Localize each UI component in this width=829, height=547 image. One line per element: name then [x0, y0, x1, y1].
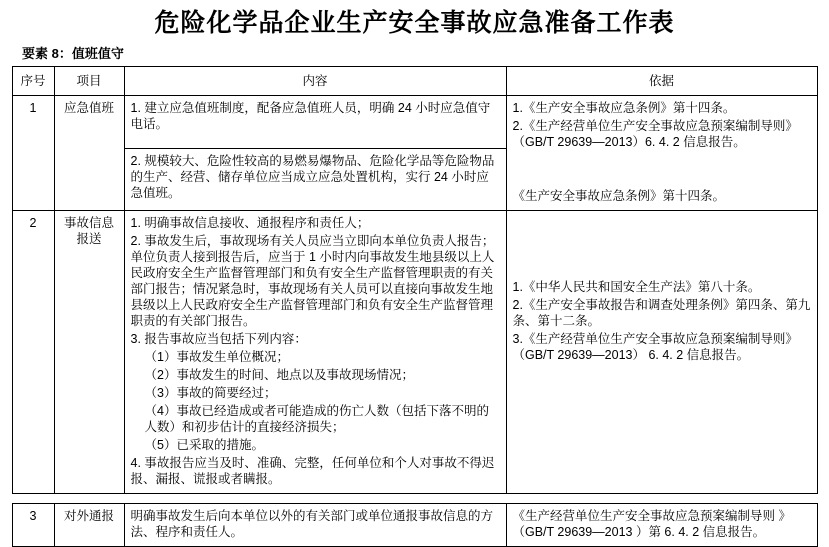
row-item: 对外通报 [54, 504, 124, 547]
table-row [12, 96, 817, 149]
row-number: 3 [12, 504, 54, 547]
row-content [124, 96, 506, 149]
basis-spacer [513, 152, 811, 186]
preparedness-table-continued [12, 503, 818, 547]
column-header-basis: 依据 [506, 67, 817, 96]
basis-line: 《生产经营单位生产安全事故应急预案编制导则 》（GB/T 29639—2013 ）第 6. 4. 2 信息报告。 [512, 509, 791, 539]
column-header-content: 内容 [124, 67, 506, 96]
content-line: 2. 规模较大、危险性较高的易燃易爆物品、危险化学品等危险物品的生产、经营、储存单位应当成立应急处置机构，实行 24 小时应急值班。 [130, 154, 495, 201]
row-content [124, 149, 506, 211]
column-header-item: 项目 [54, 67, 124, 96]
content-line: 1. 建立应急值班制度，配备应急值班人员，明确 24 小时应急值守电话。 [130, 101, 491, 131]
content-line: 4. 事故报告应当及时、准确、完整，任何单位和个人对事故不得迟报、漏报、谎报或者瞒报。 [130, 456, 495, 486]
content-line: 2. 事故发生后，事故现场有关人员应当立即向本单位负责人报告；单位负责人接到报告后，应当于 1 小时内向事故发生地县级以上人民政府安全生产监督管理部门和负有安全生产监督管理职责的有关部门报告；情况紧急时，事故现场有关人员可以直接向事故发生地县级以上人民政府安全生产监督管理部门和负有安全生产监督管理职责的有关部门报告。 [130, 234, 495, 328]
document-page [0, 6, 829, 539]
content-line: （3）事故的简要经过； [144, 386, 277, 400]
basis-line: 2.《生产经营单位生产安全事故应急预案编制导则》（GB/T 29639—2013）6. 4. 2 信息报告。 [512, 119, 798, 149]
row-item: 事故信息报送 [54, 211, 124, 494]
row-basis [506, 211, 817, 494]
table-header-row [12, 67, 817, 96]
row-number: 1 [12, 96, 54, 211]
content-line: （5）已采取的措施。 [144, 438, 264, 452]
row-content [124, 504, 506, 547]
row-basis [506, 504, 817, 547]
basis-line: 2.《生产安全事故报告和调查处理条例》第四条、第九条、第十二条。 [512, 298, 811, 328]
basis-spacer [513, 215, 811, 277]
row-item: 应急值班 [54, 96, 124, 211]
page-title: 危险化学品企业生产安全事故应急准备工作表 [154, 9, 675, 37]
row-basis [506, 96, 817, 211]
content-line: （1）事故发生单位概况； [144, 350, 289, 364]
row-number: 2 [12, 211, 54, 494]
content-line: 明确事故发生后向本单位以外的有关部门或单位通报事故信息的方法、程序和责任人。 [130, 509, 494, 539]
content-line: 3. 报告事故应当包括下列内容： [130, 332, 307, 346]
table-row [12, 504, 817, 547]
table-row [12, 211, 817, 494]
basis-line: 1.《中华人民共和国安全生产法》第八十条。 [512, 280, 761, 294]
content-line: （2）事故发生的时间、地点以及事故现场情况； [144, 368, 414, 382]
basis-line: 《生产安全事故应急条例》第十四条。 [512, 189, 726, 203]
column-header-no: 序号 [12, 67, 54, 96]
basis-line: 1.《生产安全事故应急条例》第十四条。 [512, 101, 736, 115]
basis-line: 3.《生产经营单位生产安全事故应急预案编制导则》（GB/T 29639—2013） 6. 4. 2 信息报告。 [512, 332, 798, 362]
preparedness-table [12, 66, 818, 494]
content-line: （4）事故已经造成或者可能造成的伤亡人数（包括下落不明的人数）和初步估计的直接经济损失； [144, 404, 489, 434]
content-line: 1. 明确事故信息接收、通报程序和责任人； [130, 216, 370, 230]
element-label: 要素 8：值班值守 [22, 46, 124, 61]
row-content [124, 211, 506, 494]
